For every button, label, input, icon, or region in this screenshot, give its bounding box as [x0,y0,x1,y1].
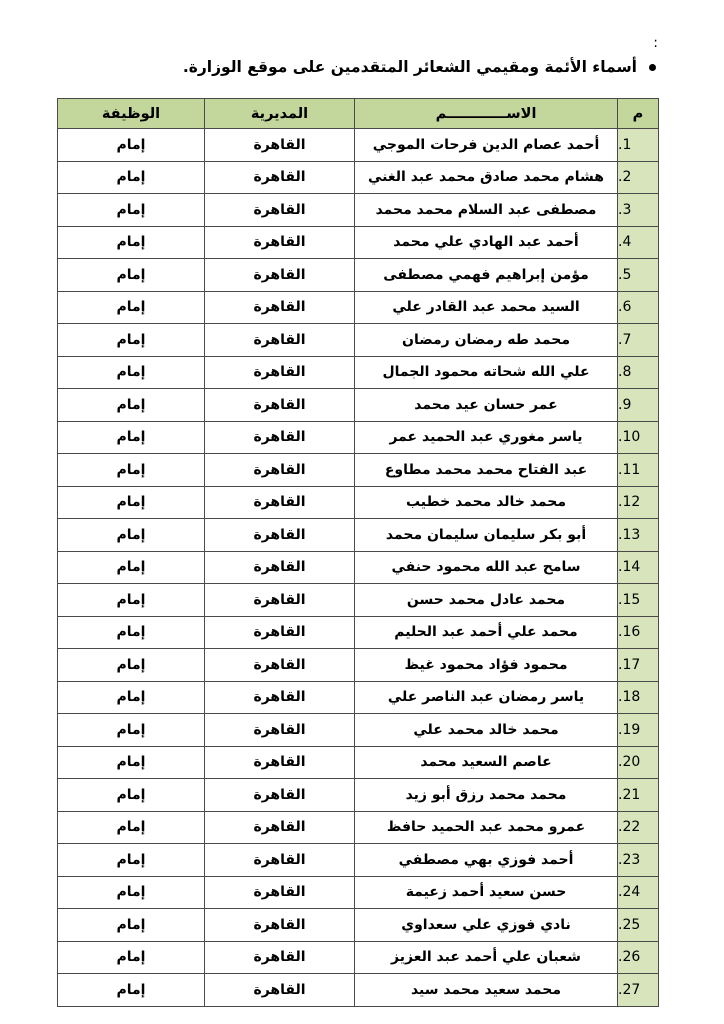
row-job: إمام [58,811,205,844]
row-name: السيد محمد عبد القادر علي [355,291,618,324]
row-number: 1. [618,129,659,162]
row-directorate: القاهرة [205,324,355,357]
table-row [58,974,659,1007]
row-directorate: القاهرة [205,681,355,714]
table-row [58,226,659,259]
row-job: إمام [58,356,205,389]
row-job: إمام [58,129,205,162]
row-job: إمام [58,584,205,617]
row-job: إمام [58,649,205,682]
row-job: إمام [58,226,205,259]
row-directorate: القاهرة [205,649,355,682]
row-name: محمد طه رمضان رمضان [355,324,618,357]
row-name: أحمد عبد الهادي علي محمد [355,226,618,259]
table-header-row [58,99,659,129]
row-directorate: القاهرة [205,421,355,454]
row-name: أحمد عصام الدين فرحات الموجي [355,129,618,162]
row-directorate: القاهرة [205,389,355,422]
row-job: إمام [58,291,205,324]
table-row [58,129,659,162]
row-name: ياسر مغوري عبد الحميد عمر [355,421,618,454]
row-number: 8. [618,356,659,389]
table-row [58,909,659,942]
top-colon-mark: : [653,35,658,51]
row-job: إمام [58,194,205,227]
row-name: مؤمن إبراهيم فهمي مصطفى [355,259,618,292]
table-row [58,454,659,487]
row-number: 2. [618,161,659,194]
row-name: مصطفى عبد السلام محمد محمد [355,194,618,227]
row-directorate: القاهرة [205,129,355,162]
table-row [58,161,659,194]
header-name: الاســــــــــــم [355,99,618,129]
table-row [58,291,659,324]
row-number: 11. [618,454,659,487]
table-row [58,324,659,357]
row-name: عمر حسان عيد محمد [355,389,618,422]
row-name: ياسر رمضان عبد الناصر علي [355,681,618,714]
row-job: إمام [58,844,205,877]
table-row [58,746,659,779]
header-num: م [618,99,659,129]
row-job: إمام [58,779,205,812]
row-name: محمد محمد رزق أبو زيد [355,779,618,812]
row-job: إمام [58,421,205,454]
row-directorate: القاهرة [205,454,355,487]
row-number: 20. [618,746,659,779]
row-directorate: القاهرة [205,811,355,844]
imams-table [57,98,659,1007]
row-name: محمد خالد محمد خطيب [355,486,618,519]
table-row [58,714,659,747]
row-directorate: القاهرة [205,616,355,649]
row-directorate: القاهرة [205,194,355,227]
row-name: أبو بكر سليمان سليمان محمد [355,519,618,552]
row-name: نادي فوزي علي سعداوي [355,909,618,942]
row-directorate: القاهرة [205,551,355,584]
row-job: إمام [58,454,205,487]
row-name: عاصم السعيد محمد [355,746,618,779]
table-row [58,194,659,227]
row-name: سامح عبد الله محمود حنفي [355,551,618,584]
row-job: إمام [58,389,205,422]
header-job: الوظيفة [58,99,205,129]
header-directorate: المديرية [205,99,355,129]
row-directorate: القاهرة [205,779,355,812]
row-directorate: القاهرة [205,844,355,877]
row-number: 3. [618,194,659,227]
row-job: إمام [58,714,205,747]
row-directorate: القاهرة [205,584,355,617]
row-name: عمرو محمد عبد الحميد حافظ [355,811,618,844]
row-number: 16. [618,616,659,649]
table-row [58,616,659,649]
row-job: إمام [58,259,205,292]
row-number: 27. [618,974,659,1007]
row-number: 15. [618,584,659,617]
row-number: 21. [618,779,659,812]
row-name: هشام محمد صادق محمد عبد الغني [355,161,618,194]
row-job: إمام [58,909,205,942]
row-directorate: القاهرة [205,356,355,389]
row-job: إمام [58,746,205,779]
row-job: إمام [58,486,205,519]
row-job: إمام [58,616,205,649]
row-number: 4. [618,226,659,259]
row-directorate: القاهرة [205,161,355,194]
bullet-icon [649,64,656,71]
row-number: 24. [618,876,659,909]
row-directorate: القاهرة [205,974,355,1007]
row-number: 7. [618,324,659,357]
row-number: 6. [618,291,659,324]
row-name: محمد عادل محمد حسن [355,584,618,617]
row-name: عبد الفتاح محمد محمد مطاوع [355,454,618,487]
row-number: 23. [618,844,659,877]
row-directorate: القاهرة [205,746,355,779]
row-name: علي الله شحاته محمود الجمال [355,356,618,389]
table-row [58,811,659,844]
document-heading [183,58,656,76]
table-row [58,681,659,714]
row-number: 12. [618,486,659,519]
table-row [58,519,659,552]
row-number: 26. [618,941,659,974]
table-row [58,259,659,292]
row-directorate: القاهرة [205,909,355,942]
row-job: إمام [58,161,205,194]
row-name: محمد سعيد محمد سيد [355,974,618,1007]
row-name: محمود فؤاد محمود غيظ [355,649,618,682]
table-row [58,584,659,617]
row-job: إمام [58,324,205,357]
table-row [58,421,659,454]
row-name: شعبان علي أحمد عبد العزيز [355,941,618,974]
row-number: 9. [618,389,659,422]
row-number: 5. [618,259,659,292]
row-directorate: القاهرة [205,714,355,747]
table-row [58,356,659,389]
row-directorate: القاهرة [205,291,355,324]
table-row [58,649,659,682]
table-row [58,389,659,422]
row-name: محمد خالد محمد علي [355,714,618,747]
row-directorate: القاهرة [205,519,355,552]
row-name: حسن سعيد أحمد زعيمة [355,876,618,909]
row-directorate: القاهرة [205,486,355,519]
row-job: إمام [58,519,205,552]
table-row [58,844,659,877]
row-number: 14. [618,551,659,584]
row-job: إمام [58,551,205,584]
row-directorate: القاهرة [205,259,355,292]
row-job: إمام [58,974,205,1007]
row-job: إمام [58,681,205,714]
row-number: 25. [618,909,659,942]
row-number: 10. [618,421,659,454]
row-name: أحمد فوزي بهي مصطفي [355,844,618,877]
row-number: 18. [618,681,659,714]
table-row [58,551,659,584]
table-row [58,941,659,974]
row-number: 19. [618,714,659,747]
row-name: محمد علي أحمد عبد الحليم [355,616,618,649]
row-job: إمام [58,876,205,909]
heading-text: أسماء الأئمة ومقيمي الشعائر المتقدمين على موقع الوزارة. [182,58,637,76]
row-directorate: القاهرة [205,941,355,974]
table-row [58,779,659,812]
row-directorate: القاهرة [205,876,355,909]
row-number: 13. [618,519,659,552]
row-number: 22. [618,811,659,844]
row-job: إمام [58,941,205,974]
table-row [58,486,659,519]
table-row [58,876,659,909]
row-directorate: القاهرة [205,226,355,259]
row-number: 17. [618,649,659,682]
